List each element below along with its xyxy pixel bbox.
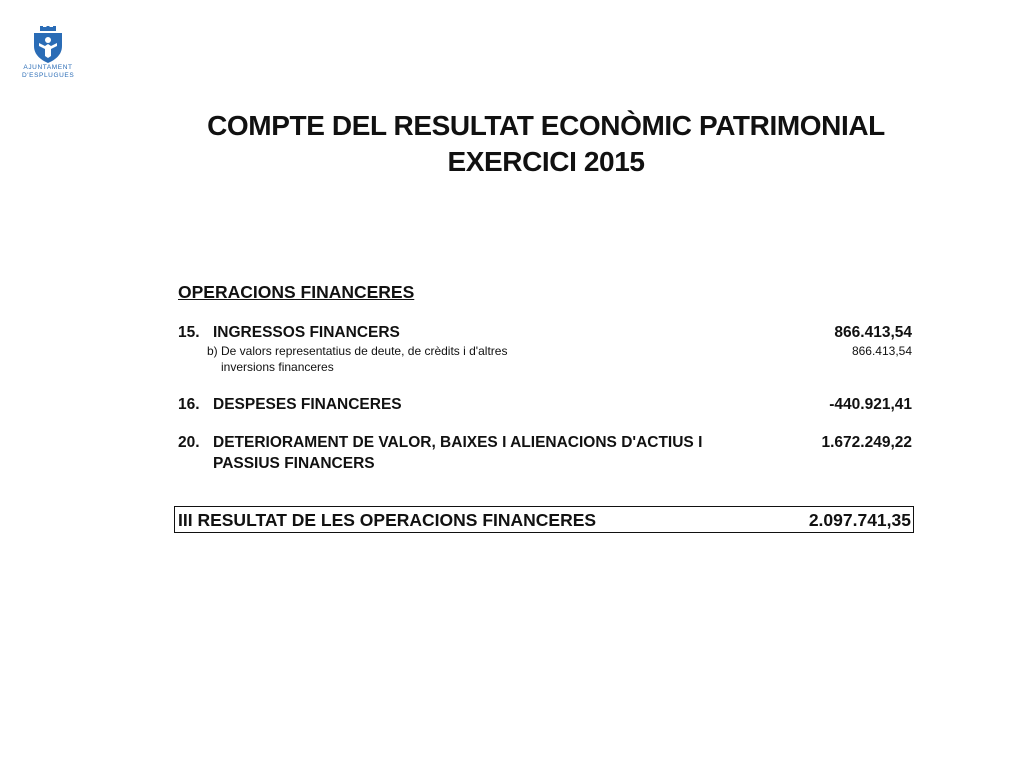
item-row-deteriorament (178, 432, 912, 474)
item-value: 866.413,54 (834, 324, 912, 341)
result-label: III RESULTAT DE LES OPERACIONS FINANCERES (178, 510, 597, 530)
logo-text-line2: D'ESPLUGUES (22, 72, 75, 79)
page-title-line2: EXERCICI 2015 (447, 146, 645, 177)
subitem-value: 866.413,54 (851, 344, 912, 358)
subitem-label-line1: b) De valors representatius de deute, de crèdits i d'altres (207, 344, 508, 358)
item-number: 15. (178, 324, 200, 341)
item-label: DESPESES FINANCERES (213, 396, 402, 413)
subitem-label-line2: inversions financeres (221, 360, 334, 374)
section-heading: OPERACIONS FINANCERES (178, 282, 415, 302)
page-title-line1: COMPTE DEL RESULTAT ECONÒMIC PATRIMONIAL (207, 110, 885, 141)
item-value: 1.672.249,22 (821, 434, 912, 451)
item-label-line2: PASSIUS FINANCERS (213, 455, 375, 472)
page-title (140, 108, 952, 180)
logo-text-line1: AJUNTAMENT (23, 64, 73, 71)
item-row-despeses-financeres (178, 394, 912, 415)
item-value: -440.921,41 (829, 396, 912, 413)
result-total-box (174, 506, 914, 533)
item-row-ingressos-financers (178, 322, 912, 343)
item-label-line1: DETERIORAMENT DE VALOR, BAIXES I ALIENACIONS D'ACTIUS I (213, 434, 703, 451)
municipal-shield-icon (29, 26, 67, 64)
result-value: 2.097.741,35 (808, 510, 911, 530)
item-label: INGRESSOS FINANCERS (213, 324, 400, 341)
item-number: 16. (178, 396, 200, 413)
municipal-logo (22, 26, 74, 86)
item-number: 20. (178, 434, 200, 451)
subitem-row-valors-representatius (178, 343, 912, 375)
